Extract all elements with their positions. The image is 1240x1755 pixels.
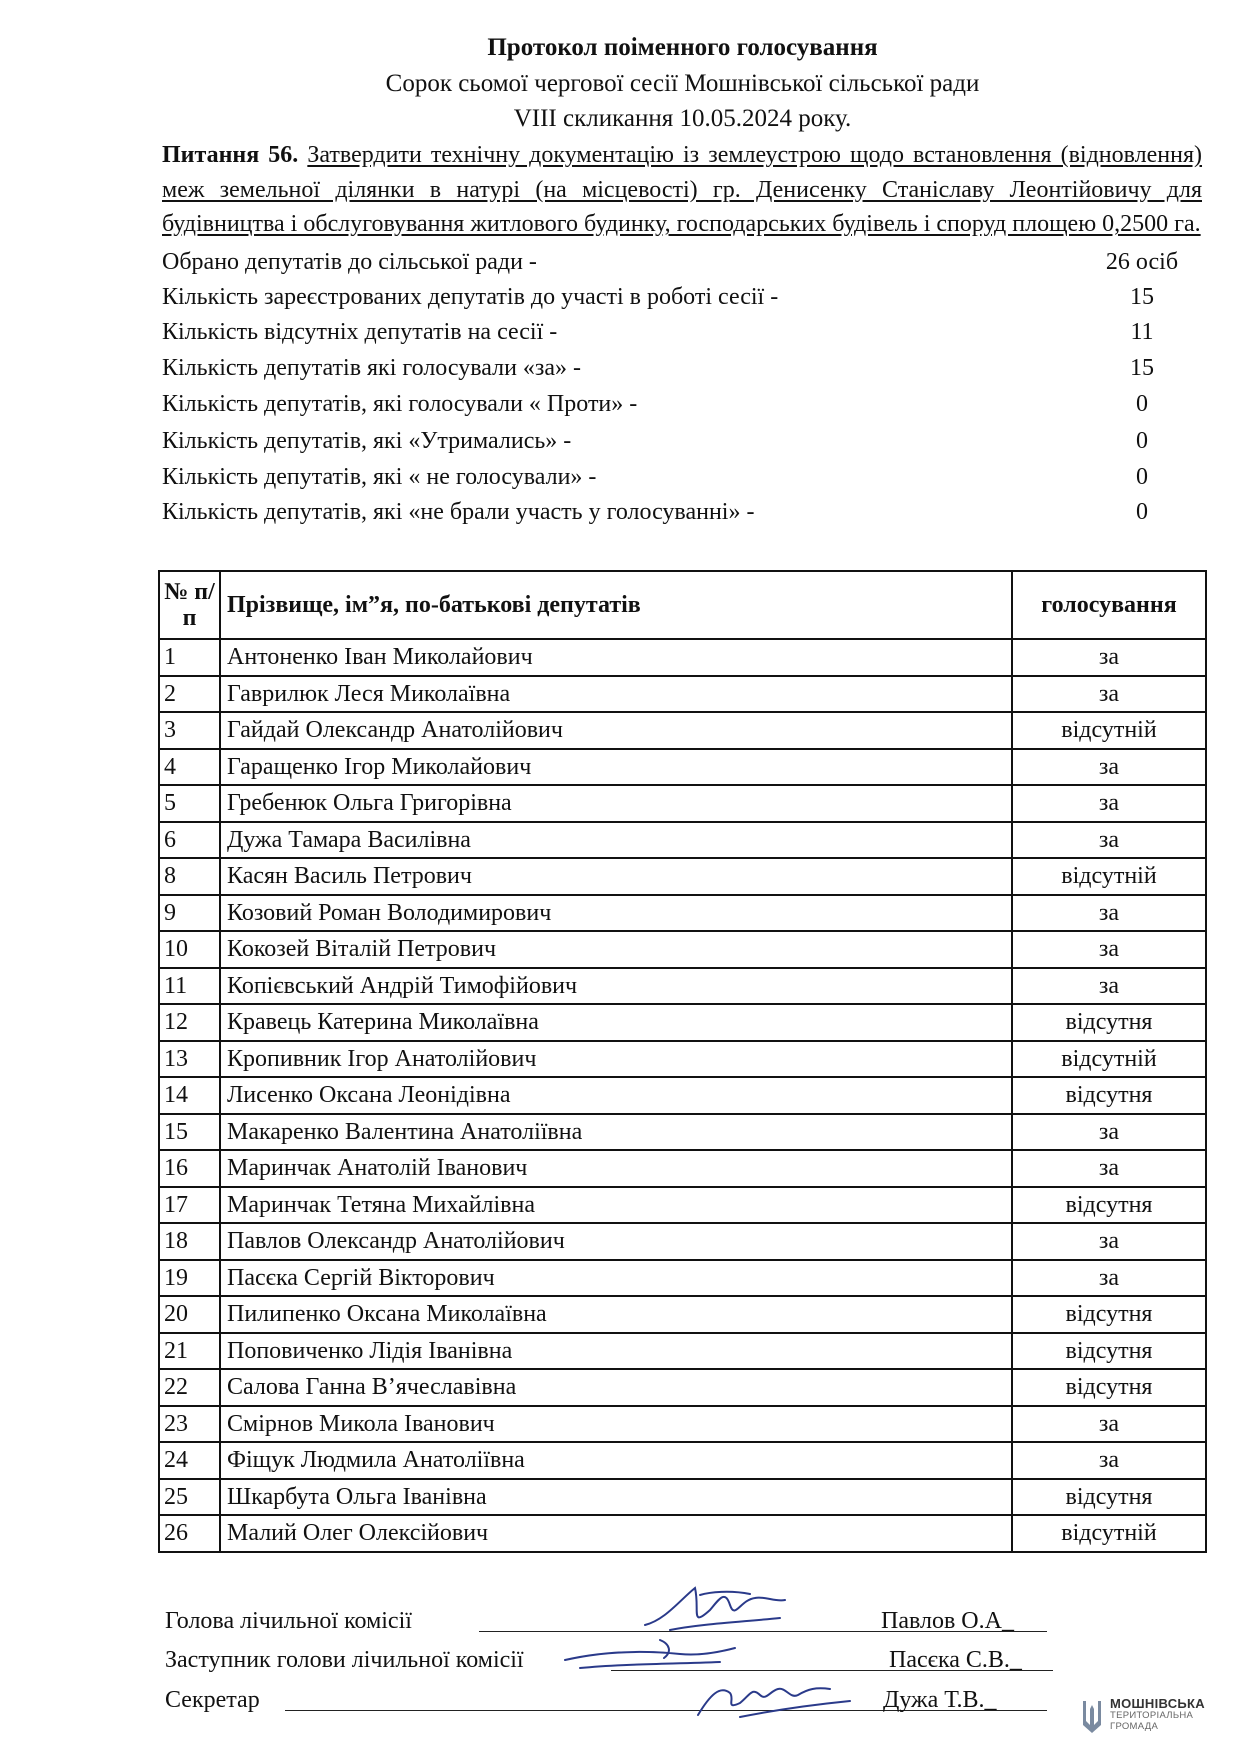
question-label: Питання 56. [162, 142, 299, 168]
table-row [159, 968, 1206, 1005]
stat-row [162, 350, 1222, 386]
vote-result: відсутній [1012, 858, 1206, 895]
signature-row-secretary [165, 1682, 1065, 1718]
stat-label: Кількість депутатів, які голосували « Проти» - [162, 391, 638, 417]
row-number: 2 [159, 676, 220, 713]
vote-result: за [1012, 968, 1206, 1005]
table-row [159, 749, 1206, 786]
table-row [159, 822, 1206, 859]
deputy-name: Кропивник Ігор Анатолійович [220, 1041, 1012, 1078]
signatory-name: Дужа Т.В._ [883, 1687, 997, 1713]
stat-value: 0 [1136, 428, 1148, 454]
vote-result: за [1012, 1260, 1206, 1297]
row-number: 14 [159, 1077, 220, 1114]
stat-label: Кількість депутатів, які «Утримались» - [162, 428, 572, 454]
row-number: 22 [159, 1369, 220, 1406]
table-row [159, 1333, 1206, 1370]
vote-result: за [1012, 1442, 1206, 1479]
stat-value: 15 [1130, 355, 1154, 381]
convocation-date: VIII скликання 10.05.2024 року. [513, 105, 852, 132]
row-number: 5 [159, 785, 220, 822]
deputy-name: Пилипенко Оксана Миколаївна [220, 1296, 1012, 1333]
row-number: 18 [159, 1223, 220, 1260]
stat-label: Кількість відсутніх депутатів на сесії - [162, 319, 558, 345]
vote-result: за [1012, 639, 1206, 676]
table-row [159, 1077, 1206, 1114]
logo-subtitle-2: ГРОМАДА [1110, 1721, 1159, 1732]
stat-row [162, 494, 1222, 530]
roll-call-table [158, 570, 1207, 1553]
vote-result: відсутня [1012, 1333, 1206, 1370]
deputy-name: Маринчак Тетяна Михайлівна [220, 1187, 1012, 1224]
vote-result: за [1012, 1223, 1206, 1260]
vote-result: відсутній [1012, 1515, 1206, 1552]
signatory-name: Пасєка С.В._ [889, 1647, 1022, 1673]
document-title: Протокол поіменного голосування [487, 34, 878, 61]
question-number: Питання 56 [162, 142, 293, 168]
stat-row [162, 314, 1222, 350]
vote-result: за [1012, 822, 1206, 859]
stat-row [162, 386, 1222, 422]
vote-result: відсутня [1012, 1479, 1206, 1516]
vote-result: відсутній [1012, 1041, 1206, 1078]
deputy-name: Касян Василь Петрович [220, 858, 1012, 895]
table-row [159, 1296, 1206, 1333]
row-number: 8 [159, 858, 220, 895]
deputy-name: Поповиченко Лідія Іванівна [220, 1333, 1012, 1370]
row-number: 11 [159, 968, 220, 1005]
stat-row [162, 423, 1222, 459]
vote-result: відсутня [1012, 1077, 1206, 1114]
table-row [159, 895, 1206, 932]
deputy-name: Козовий Роман Володимирович [220, 895, 1012, 932]
vote-result: за [1012, 676, 1206, 713]
table-row [159, 1515, 1206, 1552]
signature-label: Секретар [165, 1687, 260, 1713]
row-number: 4 [159, 749, 220, 786]
stat-row [162, 459, 1222, 495]
vote-result: за [1012, 895, 1206, 932]
stat-value: 11 [1130, 319, 1154, 345]
deputy-name: Макаренко Валентина Анатоліївна [220, 1114, 1012, 1151]
table-row [159, 785, 1206, 822]
vote-result: відсутня [1012, 1004, 1206, 1041]
stat-label: Кількість депутатів які голосували «за» - [162, 355, 582, 381]
table-header-row [159, 571, 1206, 639]
stat-value: 0 [1136, 391, 1148, 417]
deputy-name: Салова Ганна В’ячеславівна [220, 1369, 1012, 1406]
agenda-question [162, 138, 1202, 242]
row-number: 1 [159, 639, 220, 676]
table-row [159, 1479, 1206, 1516]
vote-result: відсутня [1012, 1369, 1206, 1406]
deputy-name: Лисенко Оксана Леонідівна [220, 1077, 1012, 1114]
stat-row [162, 279, 1222, 315]
row-number: 10 [159, 931, 220, 968]
row-number: 9 [159, 895, 220, 932]
table-row [159, 1406, 1206, 1443]
stat-row [162, 244, 1222, 280]
table-row [159, 1369, 1206, 1406]
logo-text [1110, 1697, 1205, 1732]
deputy-name: Смірнов Микола Іванович [220, 1406, 1012, 1443]
table-row [159, 1223, 1206, 1260]
table-row [159, 931, 1206, 968]
logo-title: МОШНІВСЬКА [1110, 1696, 1205, 1711]
table-row [159, 676, 1206, 713]
deputy-name: Гаращенко Ігор Миколайович [220, 749, 1012, 786]
table-row [159, 1442, 1206, 1479]
table-row [159, 1187, 1206, 1224]
vote-result: за [1012, 749, 1206, 786]
vote-result: за [1012, 1114, 1206, 1151]
vote-result: за [1012, 1150, 1206, 1187]
row-number: 16 [159, 1150, 220, 1187]
deputy-name: Павлов Олександр Анатолійович [220, 1223, 1012, 1260]
deputy-name: Кравець Катерина Миколаївна [220, 1004, 1012, 1041]
row-number: 19 [159, 1260, 220, 1297]
vote-result: за [1012, 785, 1206, 822]
session-subtitle: Сорок сьомої чергової сесії Мошнівської сільської ради [385, 70, 980, 97]
table-row [159, 1260, 1206, 1297]
stat-label: Кількість депутатів, які «не брали участь у голосуванні» - [162, 499, 755, 525]
question-text: Затвердити технічну документацію із землеустрою щодо встановлення (відновлення) меж земельної ділянки в натурі (на місцевості) гр. Денисенку Станіславу Леонтійовичу для будівництва і обслуговування житлового будинку, господарських будівель і споруд площею 0,2500 га. [162, 142, 1203, 237]
signature-label: Голова лічильної комісії [165, 1608, 412, 1634]
stat-label: Кількість депутатів, які « не голосували» - [162, 464, 597, 490]
table-row [159, 1150, 1206, 1187]
vote-result: відсутній [1012, 712, 1206, 749]
deputy-name: Дужа Тамара Василівна [220, 822, 1012, 859]
table-row [159, 639, 1206, 676]
deputy-name: Кокозей Віталій Петрович [220, 931, 1012, 968]
table-row [159, 1114, 1206, 1151]
stat-value: 15 [1130, 284, 1154, 310]
row-number: 12 [159, 1004, 220, 1041]
row-number: 20 [159, 1296, 220, 1333]
stat-value: 26 осіб [1105, 249, 1179, 275]
row-number: 24 [159, 1442, 220, 1479]
deputy-name: Антоненко Іван Миколайович [220, 639, 1012, 676]
deputy-name: Гаврилюк Леся Миколаївна [220, 676, 1012, 713]
deputy-name: Пасєка Сергій Вікторович [220, 1260, 1012, 1297]
header-number: № п/п [159, 571, 220, 639]
signature-label: Заступник голови лічильної комісії [165, 1647, 524, 1673]
row-number: 15 [159, 1114, 220, 1151]
row-number: 3 [159, 712, 220, 749]
vote-result: за [1012, 1406, 1206, 1443]
row-number: 6 [159, 822, 220, 859]
deputy-name: Маринчак Анатолій Іванович [220, 1150, 1012, 1187]
deputy-name: Фіщук Людмила Анатоліївна [220, 1442, 1012, 1479]
row-number: 21 [159, 1333, 220, 1370]
table-body [159, 639, 1206, 1552]
deputy-name: Копієвський Андрій Тимофійович [220, 968, 1012, 1005]
trident-icon [1080, 1697, 1104, 1737]
header-vote: голосування [1012, 571, 1206, 639]
deputy-name: Малий Олег Олексійович [220, 1515, 1012, 1552]
table-row [159, 712, 1206, 749]
row-number: 26 [159, 1515, 220, 1552]
table-row [159, 1041, 1206, 1078]
row-number: 17 [159, 1187, 220, 1224]
community-logo [1080, 1695, 1220, 1743]
stat-value: 0 [1136, 464, 1148, 490]
header-name: Прізвище, ім”я, по-батькові депутатів [220, 571, 1012, 639]
vote-result: відсутня [1012, 1296, 1206, 1333]
row-number: 25 [159, 1479, 220, 1516]
vote-result: відсутня [1012, 1187, 1206, 1224]
signature-secretary-icon [690, 1665, 860, 1725]
signatory-name: Павлов О.А_ [881, 1608, 1014, 1634]
logo-subtitle: ТЕРИТОРІАЛЬНА [1110, 1710, 1194, 1721]
row-number: 23 [159, 1406, 220, 1443]
stat-label: Кількість зареєстрованих депутатів до участі в роботі сесії - [162, 284, 779, 310]
table-row [159, 858, 1206, 895]
row-number: 13 [159, 1041, 220, 1078]
deputy-name: Гайдай Олександр Анатолійович [220, 712, 1012, 749]
stat-label: Обрано депутатів до сільської ради - [162, 249, 537, 275]
deputy-name: Гребенюк Ольга Григорівна [220, 785, 1012, 822]
deputy-name: Шкарбута Ольга Іванівна [220, 1479, 1012, 1516]
table-row [159, 1004, 1206, 1041]
vote-result: за [1012, 931, 1206, 968]
stat-value: 0 [1136, 499, 1148, 525]
